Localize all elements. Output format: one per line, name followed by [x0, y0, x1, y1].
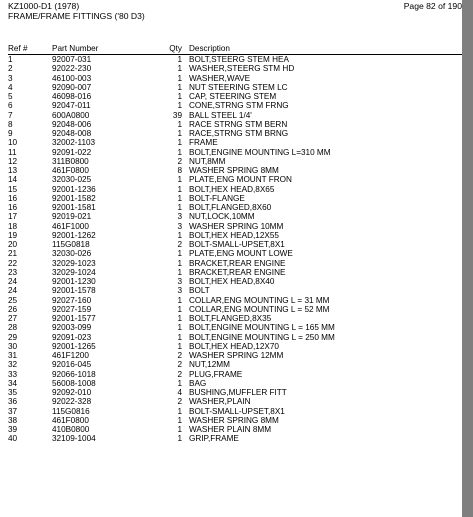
cell-ref: 16 — [8, 193, 18, 203]
cell-qty: 1 — [177, 147, 182, 157]
model-title: KZ1000-D1 (1978) — [8, 1, 80, 11]
cell-ref: 36 — [8, 397, 18, 407]
cell-ref: 35 — [8, 388, 18, 397]
table-row — [0, 416, 462, 425]
column-header-part-number: Part Number — [52, 44, 99, 53]
cell-ref: 33 — [8, 369, 18, 379]
table-row — [0, 101, 462, 110]
cell-qty: 1 — [177, 249, 182, 259]
cell-part-number: 461F0800 — [52, 166, 89, 175]
cell-part-number: 92001-1236 — [52, 184, 96, 194]
cell-qty: 1 — [177, 55, 182, 64]
cell-ref: 31 — [8, 351, 18, 360]
table-row — [0, 342, 462, 351]
table-row — [0, 222, 462, 231]
column-header-ref: Ref # — [8, 44, 28, 53]
cell-ref: 19 — [8, 230, 18, 240]
table-row — [0, 240, 462, 249]
cell-ref: 26 — [8, 304, 18, 314]
cell-ref: 34 — [8, 378, 18, 388]
cell-qty: 1 — [177, 129, 182, 138]
cell-part-number: 92007-031 — [52, 55, 92, 64]
table-row — [0, 351, 462, 360]
cell-ref: 22 — [8, 258, 18, 268]
cell-ref: 12 — [8, 156, 18, 166]
cell-qty: 1 — [177, 415, 182, 425]
cell-description: RACE,STRNG STM BRNG — [189, 129, 289, 138]
cell-description: NUT,8MM — [189, 156, 226, 166]
cell-description: BOLT,FLANGED,8X60 — [189, 203, 272, 212]
cell-qty: 3 — [177, 221, 182, 231]
cell-part-number: 46100-003 — [52, 73, 92, 83]
table-row — [0, 314, 462, 323]
cell-ref: 6 — [8, 101, 13, 111]
table-row — [0, 249, 462, 258]
cell-part-number: 92001-1230 — [52, 277, 96, 286]
cell-ref: 39 — [8, 425, 18, 434]
cell-part-number: 92092-010 — [52, 388, 92, 397]
cell-part-number: 32002-1103 — [52, 138, 96, 148]
cell-part-number: 92001-1581 — [52, 203, 96, 212]
cell-qty: 1 — [177, 64, 182, 74]
cell-ref: 10 — [8, 138, 18, 148]
cell-description: BOLT-FLANGE — [189, 193, 245, 203]
cell-part-number: 32029-1024 — [52, 267, 96, 277]
table-row — [0, 111, 462, 120]
cell-description: RACE STRNG STM BERN — [189, 119, 288, 129]
cell-description: WASHER,STEERG STM HD — [189, 64, 295, 74]
table-row — [0, 74, 462, 83]
cell-ref: 2 — [8, 64, 13, 74]
cell-part-number: 46098-016 — [52, 92, 92, 101]
table-header — [0, 44, 462, 54]
cell-ref: 32 — [8, 360, 18, 370]
table-row — [0, 333, 462, 342]
cell-part-number: 410B0800 — [52, 425, 90, 434]
cell-qty: 1 — [177, 341, 182, 351]
cell-ref: 9 — [8, 129, 13, 138]
cell-ref: 13 — [8, 166, 18, 175]
cell-ref: 15 — [8, 184, 18, 194]
cell-qty: 1 — [177, 184, 182, 194]
cell-description: BAG — [189, 378, 207, 388]
cell-ref: 37 — [8, 406, 18, 416]
cell-ref: 5 — [8, 92, 13, 101]
cell-description: BOLT-SMALL-UPSET,8X1 — [189, 406, 285, 416]
table-row — [0, 175, 462, 184]
cell-part-number: 92027-159 — [52, 304, 92, 314]
table-row — [0, 148, 462, 157]
cell-qty: 1 — [177, 119, 182, 129]
cell-qty: 1 — [177, 138, 182, 148]
cell-ref: 24 — [8, 277, 18, 286]
cell-description: GRIP,FRAME — [189, 434, 239, 444]
cell-description: PLATE,ENG MOUNT FRON — [189, 175, 292, 185]
cell-part-number: 92016-045 — [52, 360, 92, 370]
cell-description: WASHER SPRING 10MM — [189, 221, 284, 231]
cell-qty: 1 — [177, 267, 182, 277]
cell-description: WASHER SPRING 8MM — [189, 415, 279, 425]
table-row — [0, 434, 462, 443]
cell-qty: 1 — [177, 230, 182, 240]
table-row — [0, 370, 462, 379]
cell-description: NUT,12MM — [189, 360, 230, 370]
table-row — [0, 360, 462, 369]
cell-ref: 21 — [8, 249, 18, 259]
cell-qty: 1 — [177, 73, 182, 83]
cell-part-number: 92048-006 — [52, 119, 92, 129]
cell-description: BOLT,HEX HEAD,8X65 — [189, 184, 275, 194]
page-number: Page 82 of 190 — [403, 1, 462, 11]
cell-ref: 38 — [8, 415, 18, 425]
cell-part-number: 461F1000 — [52, 221, 89, 231]
table-row — [0, 83, 462, 92]
cell-ref: 24 — [8, 286, 18, 296]
cell-description: BOLT,HEX HEAD,12X70 — [189, 341, 279, 351]
cell-qty: 3 — [177, 286, 182, 296]
cell-qty: 2 — [177, 397, 182, 407]
cell-description: CONE,STRNG STM FRNG — [189, 101, 289, 111]
cell-qty: 2 — [177, 156, 182, 166]
cell-part-number: 32109-1004 — [52, 434, 96, 444]
cell-description: BOLT,ENGINE MOUNTING L = 250 MM — [189, 332, 335, 342]
cell-qty: 2 — [177, 360, 182, 370]
table-row — [0, 425, 462, 434]
cell-part-number: 92047-011 — [52, 101, 91, 111]
cell-part-number: 56008-1008 — [52, 378, 96, 388]
cell-part-number: 92019-021 — [52, 212, 92, 222]
cell-qty: 1 — [177, 323, 182, 333]
cell-part-number: 461F1200 — [52, 351, 89, 360]
table-row — [0, 185, 462, 194]
cell-part-number: 92001-1577 — [52, 314, 96, 323]
cell-part-number: 115G0818 — [52, 240, 90, 249]
cell-qty: 1 — [177, 82, 182, 92]
cell-qty: 4 — [177, 388, 182, 397]
cell-qty: 1 — [177, 175, 182, 185]
cell-ref: 30 — [8, 341, 18, 351]
table-row — [0, 388, 462, 397]
cell-ref: 16 — [8, 203, 18, 212]
cell-part-number: 115G0816 — [52, 406, 90, 416]
cell-description: WASHER,PLAIN — [189, 397, 251, 407]
cell-description: BUSHING,MUFFLER FITT — [189, 388, 287, 397]
cell-description: BOLT,HEX HEAD,12X55 — [189, 230, 279, 240]
cell-ref: 27 — [8, 314, 18, 323]
cell-qty: 1 — [177, 92, 182, 101]
cell-description: BALL STEEL 1/4' — [189, 110, 252, 120]
table-row — [0, 407, 462, 416]
cell-qty: 1 — [177, 314, 182, 323]
table-row — [0, 64, 462, 73]
cell-part-number: 92022-328 — [52, 397, 92, 407]
table-row — [0, 157, 462, 166]
table-row — [0, 305, 462, 314]
cell-part-number: 461F0800 — [52, 415, 89, 425]
cell-description: FRAME — [189, 138, 218, 148]
cell-description: BRACKET,REAR ENGINE — [189, 258, 286, 268]
cell-part-number: 92001-1265 — [52, 341, 96, 351]
cell-part-number: 92091-023 — [52, 332, 92, 342]
cell-ref: 17 — [8, 212, 18, 222]
cell-description: NUT STEERING STEM LC — [189, 82, 288, 92]
cell-description: PLUG,FRAME — [189, 369, 243, 379]
cell-description: WASHER,WAVE — [189, 73, 251, 83]
cell-description: BOLT,FLANGED,8X35 — [189, 314, 272, 323]
table-row — [0, 397, 462, 406]
cell-description: WASHER PLAIN 8MM — [189, 425, 272, 434]
cell-description: PLATE,ENG MOUNT LOWE — [189, 249, 293, 259]
cell-qty: 1 — [177, 425, 182, 434]
cell-description: COLLAR,ENG MOUNTING L = 31 MM — [189, 295, 330, 305]
cell-qty: 1 — [177, 304, 182, 314]
table-row — [0, 277, 462, 286]
table-row — [0, 138, 462, 147]
table-row — [0, 129, 462, 138]
cell-qty: 1 — [177, 101, 182, 111]
cell-description: WASHER SPRING 12MM — [189, 351, 284, 360]
cell-description: BOLT,ENGINE MOUNTING L=310 MM — [189, 147, 331, 157]
table-row — [0, 92, 462, 101]
cell-ref: 4 — [8, 82, 13, 92]
cell-qty: 2 — [177, 240, 182, 249]
table-row — [0, 212, 462, 221]
table-row — [0, 203, 462, 212]
cell-description: NUT,LOCK,10MM — [189, 212, 255, 222]
cell-part-number: 600A0800 — [52, 110, 90, 120]
column-header-qty: Qty — [169, 44, 182, 53]
cell-part-number: 92066-1018 — [52, 369, 96, 379]
cell-qty: 1 — [177, 193, 182, 203]
cell-part-number: 92001-1582 — [52, 193, 96, 203]
cell-ref: 11 — [8, 147, 17, 157]
cell-qty: 2 — [177, 369, 182, 379]
cell-part-number: 92048-008 — [52, 129, 92, 138]
cell-part-number: 32029-1023 — [52, 258, 96, 268]
cell-ref: 7 — [8, 110, 13, 120]
cell-qty: 1 — [177, 258, 182, 268]
table-row — [0, 166, 462, 175]
cell-ref: 28 — [8, 323, 18, 333]
cell-description: BOLT — [189, 286, 210, 296]
column-header-description: Description — [189, 44, 230, 53]
cell-description: BOLT,HEX HEAD,8X40 — [189, 277, 275, 286]
cell-ref: 8 — [8, 119, 13, 129]
cell-qty: 3 — [177, 212, 182, 222]
cell-qty: 39 — [172, 110, 182, 120]
section-title: FRAME/FRAME FITTINGS ('80 D3) — [8, 11, 145, 21]
cell-ref: 25 — [8, 295, 18, 305]
cell-ref: 29 — [8, 332, 18, 342]
table-row — [0, 55, 462, 64]
cell-part-number: 92001-1262 — [52, 230, 96, 240]
table-row — [0, 323, 462, 332]
cell-part-number: 92003-099 — [52, 323, 92, 333]
cell-ref: 23 — [8, 267, 18, 277]
cell-part-number: 32030-026 — [52, 249, 92, 259]
cell-description: CAP, STEERING STEM — [189, 92, 277, 101]
cell-qty: 1 — [177, 332, 182, 342]
table-row — [0, 379, 462, 388]
table-row — [0, 194, 462, 203]
table-row — [0, 259, 462, 268]
cell-ref: 14 — [8, 175, 18, 185]
cell-ref: 20 — [8, 240, 18, 249]
cell-part-number: 32030-025 — [52, 175, 92, 185]
cell-qty: 1 — [177, 295, 182, 305]
cell-ref: 40 — [8, 434, 18, 444]
cell-part-number: 92001-1578 — [52, 286, 96, 296]
cell-part-number: 92022-230 — [52, 64, 92, 74]
parts-table — [0, 55, 462, 444]
cell-description: BRACKET,REAR ENGINE — [189, 267, 286, 277]
cell-description: BOLT-SMALL-UPSET,8X1 — [189, 240, 285, 249]
cell-description: BOLT,STEERG STEM HEA — [189, 55, 289, 64]
table-row — [0, 286, 462, 295]
cell-qty: 8 — [177, 166, 182, 175]
table-row — [0, 268, 462, 277]
cell-qty: 1 — [177, 406, 182, 416]
cell-part-number: 92027-160 — [52, 295, 92, 305]
table-row — [0, 120, 462, 129]
cell-qty: 2 — [177, 351, 182, 360]
cell-part-number: 311B0800 — [52, 156, 89, 166]
cell-ref: 18 — [8, 221, 18, 231]
cell-part-number: 92091-022 — [52, 147, 92, 157]
cell-qty: 1 — [177, 203, 182, 212]
cell-part-number: 92090-007 — [52, 82, 92, 92]
table-row — [0, 231, 462, 240]
cell-description: COLLAR,ENG MOUNTING L = 52 MM — [189, 304, 330, 314]
cell-qty: 1 — [177, 434, 182, 444]
table-row — [0, 296, 462, 305]
cell-description: WASHER SPRING 8MM — [189, 166, 279, 175]
cell-ref: 3 — [8, 73, 13, 83]
cell-description: BOLT,ENGINE MOUNTING L = 165 MM — [189, 323, 335, 333]
cell-qty: 3 — [177, 277, 182, 286]
cell-ref: 1 — [8, 55, 13, 64]
cell-qty: 1 — [177, 378, 182, 388]
